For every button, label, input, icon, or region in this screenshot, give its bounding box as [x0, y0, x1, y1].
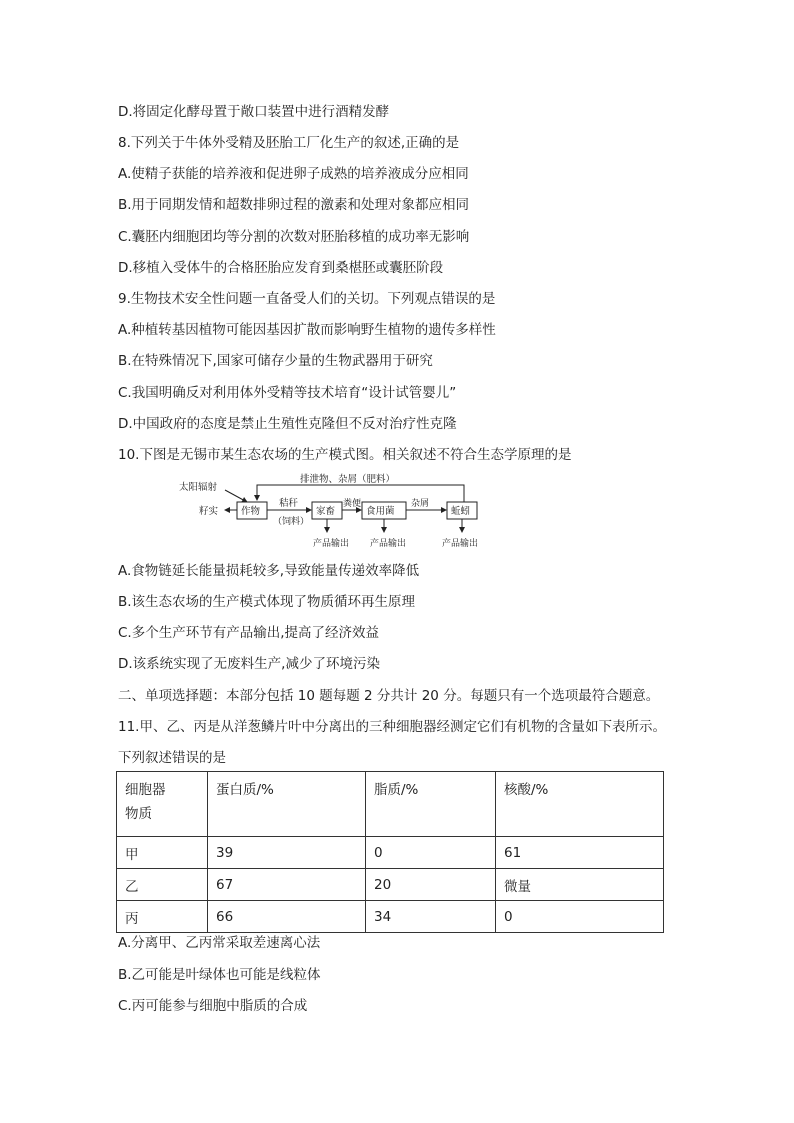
q8-option-c: C.囊胚内细胞团均等分割的次数对胚胎移植的成功率无影响 — [118, 229, 470, 245]
row-label: 乙 — [117, 869, 208, 901]
ecological-farm-diagram — [165, 472, 495, 554]
q10-option-b: B.该生态农场的生产模式体现了物质循环再生原理 — [118, 594, 416, 610]
q8-option-b: B.用于同期发情和超数排卵过程的激素和处理对象都应相同 — [118, 197, 470, 213]
table-cell: 微量 — [496, 869, 664, 901]
table-cell: 20 — [366, 869, 496, 901]
table-cell: 66 — [208, 901, 366, 933]
q10-option-d: D.该系统实现了无废料生产,减少了环境污染 — [118, 656, 380, 672]
earthworm-label: 蚯蚓 — [451, 506, 471, 517]
table-header-row — [117, 772, 664, 837]
seed-label: 籽实 — [199, 506, 219, 517]
table-cell: 67 — [208, 869, 366, 901]
table-row — [117, 901, 664, 933]
q11-stem-line1: 11.甲、乙、丙是从洋葱鳞片叶中分离出的三种细胞器经测定它们有机物的含量如下表所示。 — [118, 719, 666, 735]
column-header-lipid: 脂质/% — [366, 772, 496, 837]
q11-option-c: C.丙可能参与细胞中脂质的合成 — [118, 998, 308, 1014]
organelle-composition-table — [116, 771, 664, 933]
crop-label: 作物 — [241, 506, 261, 517]
q9-stem: 9.生物技术安全性问题一直备受人们的关切。下列观点错误的是 — [118, 291, 496, 307]
row-label: 丙 — [117, 901, 208, 933]
sun-arrow — [225, 490, 247, 502]
mushroom-output-label: 产品输出 — [370, 539, 407, 549]
column-header-nucleic-acid: 核酸/% — [496, 772, 664, 837]
q8-option-a: A.使精子获能的培养液和促进卵子成熟的培养液成分应相同 — [118, 166, 469, 182]
straw-label: 秸秆 — [279, 498, 299, 509]
q10-stem: 10.下图是无锡市某生态农场的生产模式图。相关叙述不符合生态学原理的是 — [118, 447, 572, 463]
q10-option-a: A.食物链延长能量损耗较多,导致能量传递效率降低 — [118, 563, 420, 579]
column-header-protein: 蛋白质/% — [208, 772, 366, 837]
q7-option-d: D.将固定化酵母置于敞口装置中进行酒精发酵 — [118, 104, 390, 120]
q9-option-a: A.种植转基因植物可能因基因扩散而影响野生植物的遗传多样性 — [118, 322, 496, 338]
q11-stem-line2: 下列叙述错误的是 — [118, 750, 226, 766]
q11-option-b: B.乙可能是叶绿体也可能是线粒体 — [118, 967, 321, 983]
corner-header-substance: 物质 — [125, 806, 152, 822]
feed-label: （饲料） — [273, 517, 310, 527]
sun-label: 太阳辐射 — [179, 482, 218, 493]
table-cell: 61 — [496, 837, 664, 869]
table-cell: 0 — [496, 901, 664, 933]
earthworm-output-label: 产品输出 — [442, 539, 479, 549]
mushroom-label: 食用菌 — [366, 506, 395, 517]
q9-option-d: D.中国政府的态度是禁止生殖性克隆但不反对治疗性克隆 — [118, 416, 457, 432]
q11-option-a: A.分离甲、乙丙常采取差速离心法 — [118, 935, 321, 951]
corner-header-organelle: 细胞器 — [125, 782, 166, 798]
table-cell: 0 — [366, 837, 496, 869]
livestock-label: 家畜 — [316, 506, 336, 517]
q8-option-d: D.移植入受体牛的合格胚胎应发育到桑椹胚或囊胚阶段 — [118, 260, 444, 276]
table-row — [117, 869, 664, 901]
table-corner-header — [117, 772, 208, 837]
livestock-output-label: 产品输出 — [313, 539, 350, 549]
table-cell: 34 — [366, 901, 496, 933]
section-2-heading: 二、单项选择题：本部分包括 10 题每题 2 分共计 20 分。每题只有一个选项最符合题意。 — [118, 688, 660, 704]
top-arrow-label: 排泄物、杂屑（肥料） — [300, 474, 396, 485]
manure-label: 粪便 — [343, 499, 362, 509]
q9-option-c: C.我国明确反对利用体外受精等技术培育“设计试管婴儿” — [118, 385, 457, 401]
q9-option-b: B.在特殊情况下,国家可储存少量的生物武器用于研究 — [118, 353, 433, 369]
q10-option-c: C.多个生产环节有产品输出,提高了经济效益 — [118, 625, 380, 641]
residue-label: 杂屑 — [411, 499, 430, 509]
row-label: 甲 — [117, 837, 208, 869]
q8-stem: 8.下列关于牛体外受精及胚胎工厂化生产的叙述,正确的是 — [118, 135, 460, 151]
table-row — [117, 837, 664, 869]
table-cell: 39 — [208, 837, 366, 869]
